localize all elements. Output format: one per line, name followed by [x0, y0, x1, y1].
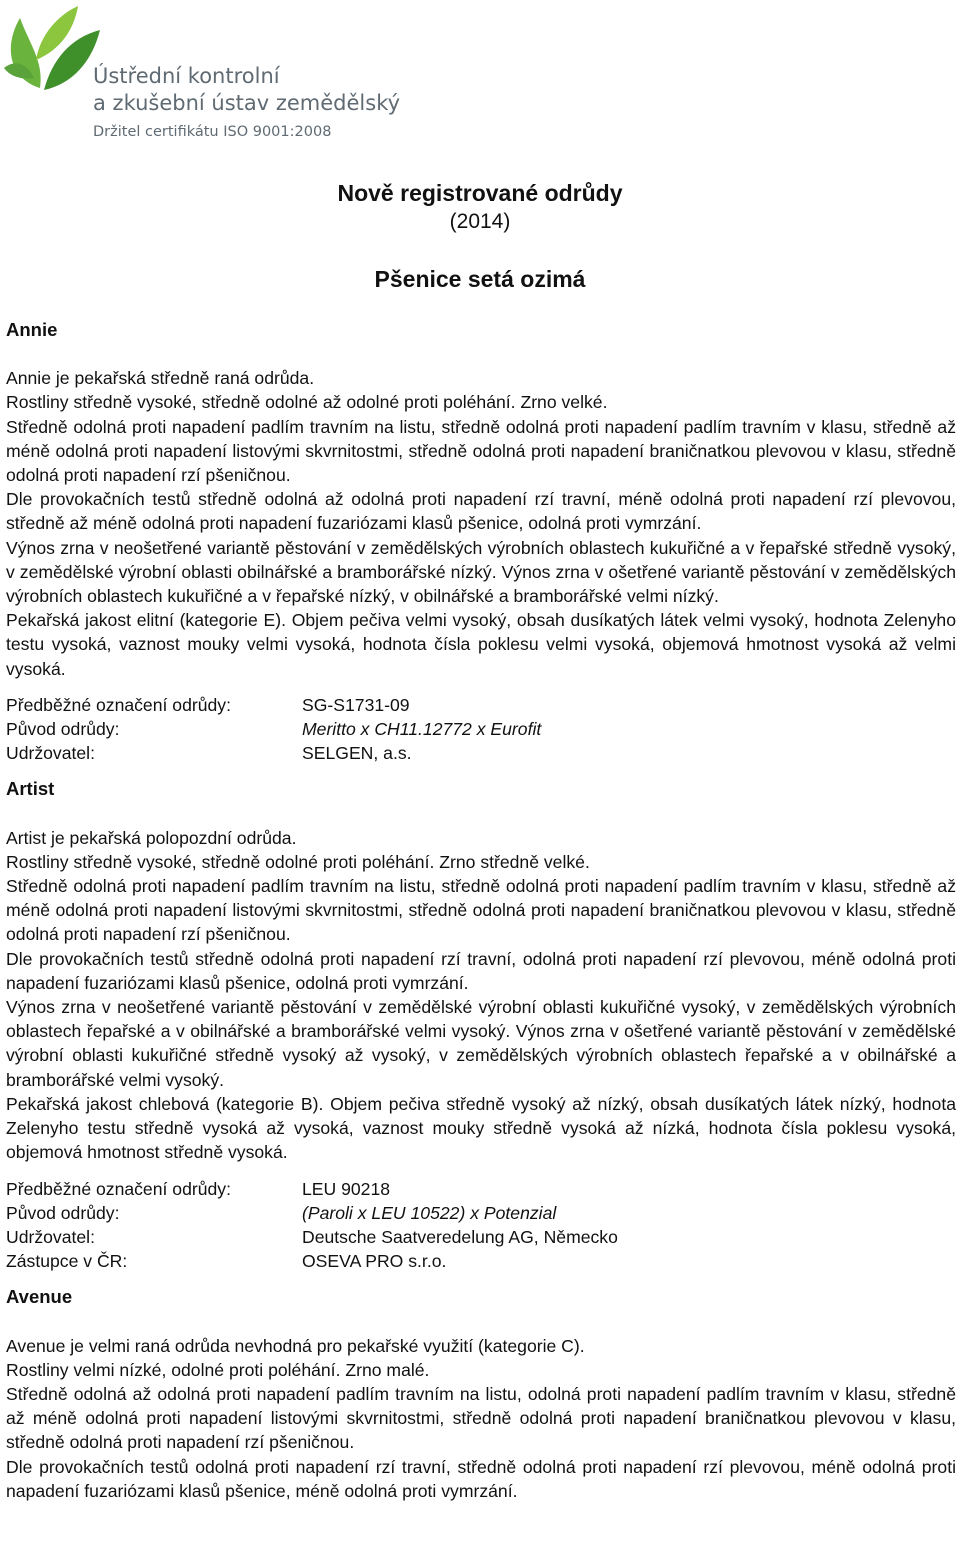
info-label: Předběžné označení odrůdy:: [6, 694, 231, 715]
info-value: SG-S1731-09: [302, 694, 410, 715]
variety-paragraph: Dle provokačních testů středně odolná až odolná proti napadení rzí travní, méně odolná proti napadení rzí plevovou, středně až méně odolná proti napadení fuzariózami klasů pšenice, odolná proti vymrzání.: [6, 489, 956, 534]
variety-paragraph: Annie je pekařská středně raná odrůda.: [6, 368, 315, 389]
info-row: [6, 717, 541, 741]
variety-paragraph: Rostliny středně vysoké, středně odolné proti poléhání. Zrno středně velké.: [6, 851, 590, 872]
info-row: [6, 1201, 618, 1225]
variety-heading: Artist: [6, 778, 55, 800]
info-row: [6, 1249, 618, 1273]
logo-certificate-text: Držitel certifikátu ISO 9001:2008: [93, 124, 332, 140]
info-row: [6, 693, 541, 717]
variety-paragraph: Pekařská jakost elitní (kategorie E). Objem pečiva velmi vysoký, obsah dusíkatých látek velmi vysoký, hodnota Zelenyho testu vysoká, vaznost mouky velmi vysoká, hodnota čísla poklesu velmi vysoká, objemová hmotnost vysoká až velmi vysoká.: [6, 610, 956, 679]
info-label: Udržovatel:: [6, 743, 95, 764]
variety-paragraph: Rostliny středně vysoké, středně odolné až odolné proti poléhání. Zrno velké.: [6, 392, 608, 413]
document-body: [6, 318, 956, 1503]
info-label: Předběžné označení odrůdy:: [6, 1178, 231, 1199]
logo-text-line-1: Ústřední kontrolní: [93, 64, 280, 88]
variety-paragraph: Středně odolná proti napadení padlím travním na listu, středně odolná proti napadení padlím travním v klasu, středně až méně odolná proti napadení listovými skvrnitostmi, středně odolná proti napadení braničnatkou plevovou v klasu, středně odolná proti napadení rzí pšeničnou.: [6, 876, 956, 945]
info-value: Deutsche Saatveredelung AG, Německo: [302, 1226, 618, 1247]
document-year: (2014): [449, 210, 511, 233]
institute-logo: [0, 0, 401, 150]
variety-info-table: [6, 693, 541, 766]
info-value: LEU 90218: [302, 1178, 391, 1199]
leaf-logo-icon: [0, 0, 100, 100]
variety-heading: Avenue: [6, 1286, 73, 1308]
variety-paragraph: Středně odolná proti napadení padlím travním na listu, středně odolná proti napadení padlím travním v klasu, středně až méně odolná proti napadení listovými skvrnitostmi, středně odolná proti napadení braničnatkou plevovou v klasu, středně odolná proti napadení rzí pšeničnou.: [6, 416, 956, 486]
document-title: Nově registrované odrůdy: [337, 180, 623, 206]
info-row: [6, 1177, 618, 1201]
info-label: Původ odrůdy:: [6, 719, 120, 740]
info-row: [6, 1225, 618, 1249]
info-value: Meritto x CH11.12772 x Eurofit: [302, 719, 542, 740]
variety-paragraph: Pekařská jakost chlebová (kategorie B). Objem pečiva středně vysoký až nízký, obsah dusíkatých látek nízký, hodnota Zelenyho testu středně vysoká až vysoká, vaznost mouky středně vysoká až nízká, hodnota čísla poklesu vysoká, objemová hmotnost středně vysoká.: [6, 1093, 956, 1163]
info-label: Původ odrůdy:: [6, 1202, 120, 1223]
info-label: Zástupce v ČR:: [6, 1251, 128, 1272]
info-row: [6, 741, 541, 765]
variety-paragraph: Středně odolná až odolná proti napadení padlím travním na listu, odolná proti napadení padlím travním v klasu, středně až méně odolná proti napadení listovými skvrnitostmi, středně odolná proti napadení braničnatkou plevovou v klasu, středně odolná proti napadení rzí pšeničnou.: [6, 1383, 956, 1453]
crop-title: Pšenice setá ozimá: [374, 266, 586, 292]
variety-paragraph: Dle provokačních testů středně odolná proti napadení rzí travní, odolná proti napadení rzí plevovou, méně odolná proti napadení fuzariózami klasů pšenice, odolná proti vymrzání.: [6, 948, 956, 993]
info-label: Udržovatel:: [6, 1226, 95, 1247]
variety-info-table: [6, 1177, 618, 1274]
variety-paragraph: Výnos zrna v neošetřené variantě pěstování v zemědělské výrobní oblasti kukuřičné vysoký, v zemědělských výrobních oblastech řepařské a v obilnářské a bramborářské velmi vysoký. Výnos zrna v ošetřené variantě pěstování v zemědělské výrobní oblasti kukuřičné středně vysoký až vysoký, v zemědělských výrobních oblastech řepařské a v obilnářské a bramborářské velmi vysoký.: [6, 997, 956, 1090]
logo-text-line-2: a zkušební ústav zemědělský: [93, 91, 401, 115]
variety-paragraph: Výnos zrna v neošetřené variantě pěstování v zemědělských výrobních oblastech kukuřičné a v řepařské středně vysoký, v zemědělské výrobní oblasti obilnářské a bramborářské nízký. Výnos zrna v ošetřené variantě pěstování v zemědělských výrobních oblastech kukuřičné a v řepařské nízký, v obilnářské a bramborářské velmi nízký.: [6, 537, 956, 607]
variety-paragraph: Rostliny velmi nízké, odolné proti poléhání. Zrno malé.: [6, 1359, 430, 1380]
variety-paragraph: Dle provokačních testů odolná proti napadení rzí travní, středně odolná proti napadení rzí plevovou, méně odolná proti napadení fuzariózami klasů pšenice, méně odolná proti vymrzání.: [6, 1456, 956, 1501]
variety-heading: Annie: [6, 319, 58, 340]
variety-paragraph: Artist je pekařská polopozdní odrůda.: [6, 827, 297, 848]
info-value: SELGEN, a.s.: [302, 743, 412, 764]
variety-paragraph: Avenue je velmi raná odrůda nevhodná pro pekařské využití (kategorie C).: [6, 1335, 585, 1356]
info-value: OSEVA PRO s.r.o.: [302, 1251, 447, 1272]
info-value: (Paroli x LEU 10522) x Potenzial: [302, 1202, 557, 1223]
